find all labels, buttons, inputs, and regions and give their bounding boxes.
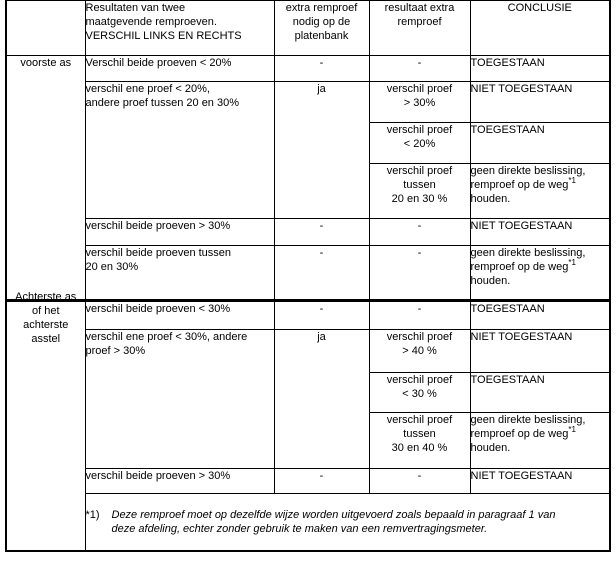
extra-result-cell: - bbox=[369, 56, 470, 82]
extra-test-cell: - bbox=[274, 301, 369, 330]
result-cell: Verschil beide proeven < 20% bbox=[85, 56, 274, 82]
extra-result-cell: - bbox=[369, 301, 470, 330]
conclusion-line: geen direkte beslissing, bbox=[470, 414, 586, 426]
footnote-reference: *1 bbox=[568, 258, 576, 267]
extra-result-cell: - bbox=[369, 246, 470, 301]
extra-test-cell: - bbox=[274, 219, 369, 246]
conclusion-line: geen direkte beslissing, bbox=[470, 247, 586, 259]
conclusion-cell: TOEGESTAAN bbox=[470, 56, 610, 82]
axle-label-rear bbox=[6, 291, 85, 552]
conclusion-cell bbox=[470, 246, 610, 301]
footnote-reference: *1 bbox=[568, 425, 576, 434]
extra-result-cell: verschil proef > 30% bbox=[369, 82, 470, 123]
extra-result-cell: - bbox=[369, 469, 470, 494]
conclusion-cell: TOEGESTAAN bbox=[470, 301, 610, 330]
conclusion-cell bbox=[470, 413, 610, 469]
header-results: Resultaten van twee maatgevende remproeven. VERSCHIL LINKS EN RECHTS bbox=[85, 1, 274, 56]
table-row bbox=[6, 330, 610, 373]
table-row bbox=[6, 219, 610, 246]
extra-test-cell: - bbox=[274, 56, 369, 82]
conclusion-line: remproef op de weg bbox=[470, 179, 569, 191]
conclusion-cell: NIET TOEGESTAAN bbox=[470, 219, 610, 246]
result-cell: verschil beide proeven tussen 20 en 30% bbox=[85, 246, 274, 301]
table-row bbox=[6, 82, 610, 123]
conclusion-cell: NIET TOEGESTAAN bbox=[470, 82, 610, 123]
result-cell: verschil beide proeven > 30% bbox=[85, 219, 274, 246]
header-axle bbox=[6, 1, 85, 56]
result-cell: verschil beide proeven < 30% bbox=[85, 301, 274, 330]
conclusion-cell: NIET TOEGESTAAN bbox=[470, 330, 610, 373]
result-cell: verschil ene proef < 20%, andere proef tussen 20 en 30% bbox=[85, 82, 274, 219]
result-cell: verschil beide proeven > 30% bbox=[85, 469, 274, 494]
extra-result-cell: verschil proef > 40 % bbox=[369, 330, 470, 373]
header-conclusion: CONCLUSIE bbox=[470, 1, 610, 56]
conclusion-cell: TOEGESTAAN bbox=[470, 123, 610, 164]
table-row bbox=[6, 56, 610, 82]
table-row bbox=[6, 469, 610, 494]
footnote-marker: *1) bbox=[85, 509, 100, 521]
conclusion-cell: NIET TOEGESTAAN bbox=[470, 469, 610, 494]
footnote-text: Deze remproef moet op dezelfde wijze worden uitgevoerd zoals bepaald in paragraaf 1 van deze afdeling, echter zonder gebruik te maken van een remvertragingsmeter. bbox=[111, 509, 556, 535]
result-cell: verschil ene proef < 30%, andere proef > 30% bbox=[85, 330, 274, 469]
header-row bbox=[6, 1, 610, 56]
table-row bbox=[6, 301, 610, 330]
extra-test-cell: - bbox=[274, 469, 369, 494]
conclusion-line: houden. bbox=[470, 442, 511, 454]
conclusion-line: houden. bbox=[470, 193, 511, 205]
extra-test-cell: - bbox=[274, 246, 369, 301]
extra-result-cell: verschil proef tussen 30 en 40 % bbox=[369, 413, 470, 469]
extra-test-cell: ja bbox=[274, 82, 369, 219]
extra-result-cell: verschil proef < 20% bbox=[369, 123, 470, 164]
conclusion-line: remproef op de weg bbox=[470, 261, 569, 273]
footnote-row bbox=[6, 494, 610, 552]
extra-result-cell: verschil proef tussen 20 en 30 % bbox=[369, 164, 470, 219]
axle-label-front: voorste as bbox=[6, 56, 85, 301]
header-extra-test: extra remproef nodig op de platenbank bbox=[274, 1, 369, 56]
table-row bbox=[6, 246, 610, 301]
extra-test-cell: ja bbox=[274, 330, 369, 469]
extra-result-cell: verschil proef < 30 % bbox=[369, 373, 470, 413]
conclusion-line: remproef op de weg bbox=[470, 428, 569, 440]
conclusion-line: houden. bbox=[470, 275, 511, 287]
footnote-cell bbox=[85, 494, 610, 552]
conclusion-cell: TOEGESTAAN bbox=[470, 373, 610, 413]
conclusion-cell bbox=[470, 164, 610, 219]
axle-label-rear-text: Achterste as of het achterste asstel bbox=[15, 291, 77, 345]
footnote-reference: *1 bbox=[568, 176, 576, 185]
conclusion-line: geen direkte beslissing, bbox=[470, 165, 586, 177]
header-extra-result: resultaat extra remproef bbox=[369, 1, 470, 56]
extra-result-cell: - bbox=[369, 219, 470, 246]
footnote bbox=[86, 508, 610, 536]
brake-test-rules-table bbox=[5, 0, 611, 552]
